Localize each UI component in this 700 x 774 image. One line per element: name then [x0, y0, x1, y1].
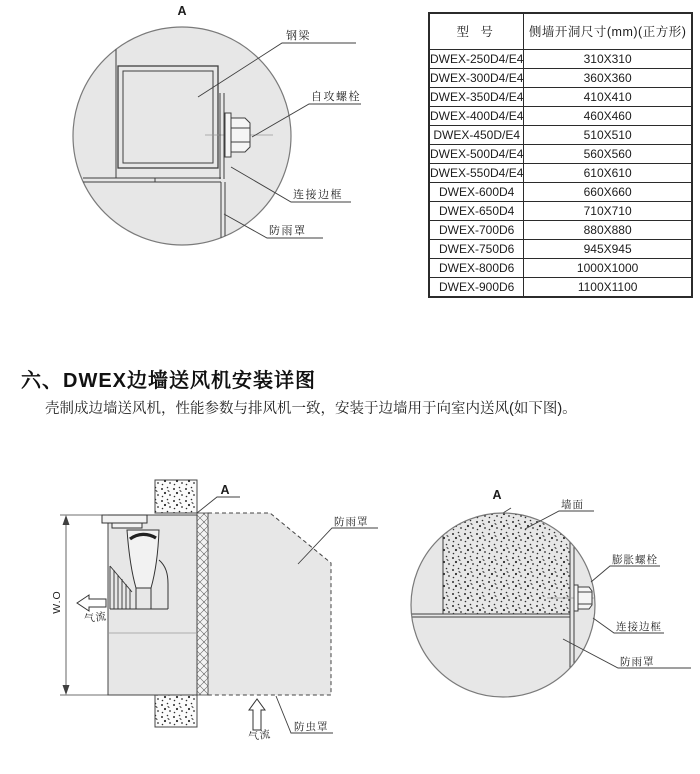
- table-cell: DWEX-900D6: [429, 277, 524, 297]
- table-cell: DWEX-250D4/E4: [429, 49, 524, 68]
- spec-table: [428, 12, 693, 298]
- table-cell: DWEX-450D/E4: [429, 125, 524, 144]
- table-cell: 460X460: [524, 106, 692, 125]
- wall-section-top: [155, 480, 197, 513]
- table-row: [429, 239, 692, 258]
- rain-cover-label: 防雨罩: [620, 656, 655, 668]
- detail-a-bottom-diagram: [403, 483, 700, 708]
- table-row: [429, 68, 692, 87]
- table-row: [429, 163, 692, 182]
- table-row: [429, 182, 692, 201]
- detail-marker-a: A: [220, 483, 230, 497]
- table-cell: 1000X1000: [524, 258, 692, 277]
- table-cell: DWEX-750D6: [429, 239, 524, 258]
- steel-beam-label: 钢梁: [286, 30, 311, 42]
- rain-cover-label: 防雨罩: [334, 516, 369, 528]
- airflow-bottom-label: 气流: [247, 728, 272, 744]
- expansion-bolt-label: 膨胀螺栓: [612, 554, 658, 566]
- table-cell: DWEX-500D4/E4: [429, 144, 524, 163]
- insect-screen-label: 防虫罩: [294, 721, 329, 733]
- table-cell: 360X360: [524, 68, 692, 87]
- installation-diagram: [40, 462, 380, 774]
- table-cell: 1100X1100: [524, 277, 692, 297]
- table-row: [429, 277, 692, 297]
- wall-surface-label: 墙面: [561, 499, 584, 511]
- detail-marker-a: A: [177, 4, 187, 18]
- table-cell: 410X410: [524, 87, 692, 106]
- section-heading: 六、DWEX边墙送风机安装详图: [21, 370, 316, 392]
- rain-cover-shape: [208, 513, 331, 695]
- marker-a-leader: [197, 497, 240, 513]
- table-row: [429, 106, 692, 125]
- table-cell: DWEX-400D4/E4: [429, 106, 524, 125]
- table-cell: DWEX-350D4/E4: [429, 87, 524, 106]
- table-row: [429, 87, 692, 106]
- table-cell: 310X310: [524, 49, 692, 68]
- table-cell: DWEX-550D4/E4: [429, 163, 524, 182]
- table-row: [429, 144, 692, 163]
- self-tapping-bolt-shape: [225, 113, 250, 157]
- table-cell: DWEX-800D6: [429, 258, 524, 277]
- table-cell: DWEX-600D4: [429, 182, 524, 201]
- fan-flange: [102, 515, 147, 523]
- detail-circle: [73, 27, 291, 245]
- table-row: [429, 258, 692, 277]
- self-tapping-bolt-label: 自攻螺栓: [311, 91, 361, 103]
- connect-frame-label: 连接边框: [293, 189, 343, 201]
- table-cell: 560X560: [524, 144, 692, 163]
- table-cell: 660X660: [524, 182, 692, 201]
- col-header-model: 型 号: [429, 13, 524, 49]
- table-row: [429, 220, 692, 239]
- table-row: [429, 125, 692, 144]
- table-cell: DWEX-700D6: [429, 220, 524, 239]
- wall-opening-dim-label: W.O: [51, 590, 63, 614]
- airflow-side-label: 气流: [83, 610, 108, 626]
- col-header-size: 侧墙开洞尺寸(mm)(正方形): [524, 13, 692, 49]
- table-cell: DWEX-650D4: [429, 201, 524, 220]
- airflow-up-arrow-icon: [249, 699, 265, 730]
- detail-marker-a: A: [492, 488, 502, 502]
- marker-a-tick: [503, 508, 511, 513]
- detail-a-top-diagram: [55, 0, 425, 260]
- table-cell: 710X710: [524, 201, 692, 220]
- table-cell: 945X945: [524, 239, 692, 258]
- table-header-row: [429, 13, 692, 49]
- table-cell: 510X510: [524, 125, 692, 144]
- wall-hatch-strip: [197, 513, 208, 695]
- table-cell: DWEX-300D4/E4: [429, 68, 524, 87]
- spec-table-body: [429, 49, 692, 297]
- table-row: [429, 49, 692, 68]
- table-row: [429, 201, 692, 220]
- table-cell: 610X610: [524, 163, 692, 182]
- table-cell: 880X880: [524, 220, 692, 239]
- rain-cover-label: 防雨罩: [269, 225, 307, 237]
- wall-section-bottom: [155, 695, 197, 727]
- airflow-left-arrow-icon: [77, 595, 106, 611]
- connect-frame-label: 连接边框: [616, 621, 662, 633]
- section-body: 壳制成边墙送风机，性能参数与排风机一致，安装于边墙用于向室内送风(如下图)。: [45, 401, 577, 417]
